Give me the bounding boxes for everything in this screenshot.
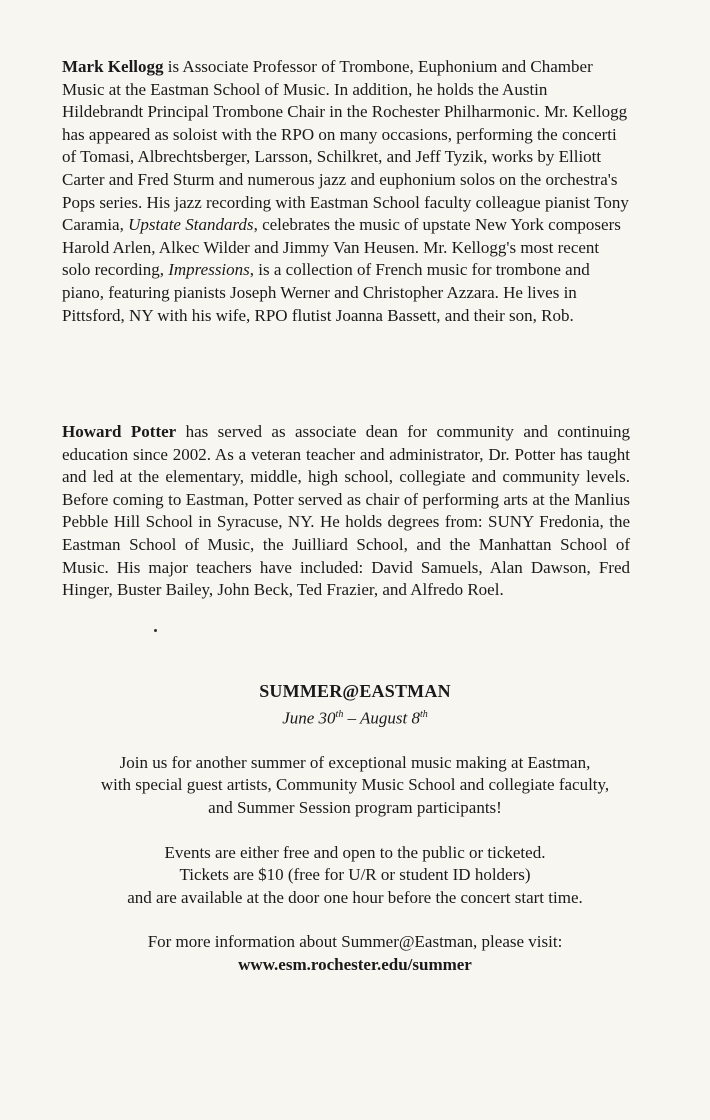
bio-howard-potter [62,421,630,602]
stray-mark [154,629,157,632]
bio-text: , celebrates the music of upstate New York composers Harold Arlen, Alkec Wilder and Jimmy Van Heusen. Mr. Kellogg's most recent solo recording, [62,215,621,280]
ticket-info-paragraph: Events are either free and open to the public or ticketed. Tickets are $10 (free for U/R or student ID holders) and are available at the door one hour before the concert start time. [127,842,583,907]
more-info-paragraph: For more information about Summer@Eastman, please visit: www.esm.rochester.edu/summer [147,932,563,974]
summer-url-link[interactable]: www.esm.rochester.edu/summer [238,955,472,974]
album-title: Upstate Standards [128,215,254,235]
summer-at-eastman-section [40,680,670,977]
bio-text: is Associate Professor of Trombone, Euphonium and Chamber Music at the Eastman School of Music. In addition, he holds the Austin Hildebrandt Principal Trombone Chair in the Rochester Philharmonic. Mr. Kellogg has appeared as soloist with the RPO on many occasions, performing the concerti of Tomasi, Albrechtsberger, Larsson, Schilkret, and Jeff Tyzik, works by Elliott Carter and Fred Sturm and numerous jazz and euphonium solos on the orchestra's Pops series. His jazz recording with Eastman School faculty colleague pianist Tony Caramia, [62,57,629,235]
bio-name: Howard Potter [62,422,177,441]
bio-text: has served as associate dean for community and continuing education since 2002. As a veteran teacher and administrator, Dr. Potter has taught and led at the elementary, middle, high school, collegiate and community levels. Before coming to Eastman, Potter served as chair of performing arts at the Manlius Pebble Hill School in Syracuse, NY. He holds degrees from: SUNY Fredonia, the Eastman School of Music, the Juilliard School, and the Manhattan School of Music. His major teachers have included: David Samuels, Alan Dawson, Fred Hinger, Buster Bailey, John Beck, Ted Frazier, and Alfredo Roel. [62,422,630,600]
bio-name: Mark Kellogg [62,57,164,76]
album-title: Impressions [168,260,250,280]
section-title: SUMMER@EASTMAN [259,681,451,701]
date-range: June 30th – August 8th [282,708,428,728]
intro-paragraph: Join us for another summer of exceptional music making at Eastman, with special guest artists, Community Music School and collegiate faculty, and Summer Session program participants! [100,752,610,818]
bio-text: , is a collection of French music for trombone and piano, featuring pianists Joseph Werner and Christopher Azzara. He lives in Pittsford, NY with his wife, RPO flutist Joanna Bassett, and their son, Rob. [62,260,590,325]
bio-mark-kellogg [62,56,630,327]
